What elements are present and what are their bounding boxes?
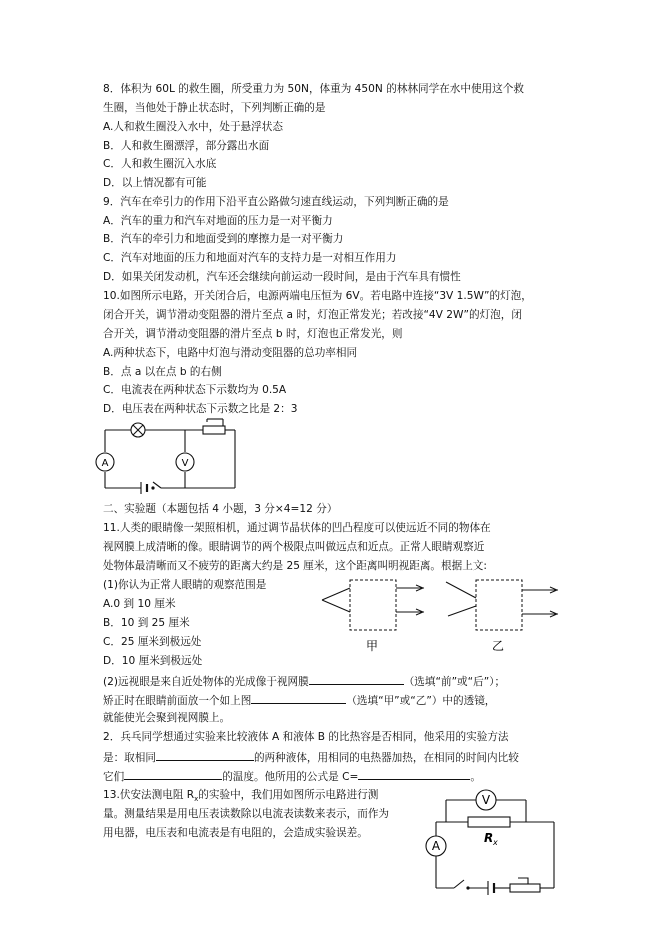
q13-line3: 用电器，电压表和电流表是有电阻的，会造成实验误差。 — [103, 827, 368, 839]
q12-blank-temperature[interactable] — [124, 768, 222, 780]
q10-option-c: C．电流表在两种状态下示数均为 0.5A — [103, 384, 287, 396]
q13-ammeter-label: A — [431, 839, 441, 853]
q8-option-d: D．以上情况都有可能 — [103, 177, 207, 189]
q11-blank-lens-choice[interactable] — [251, 692, 346, 704]
q11-para-line3: 处物体最清晰而又不疲劳的距离大约是 25 厘米，这个距离叫明视距离。根据上文: — [103, 560, 487, 572]
q11-sub2-text-d: （选填“甲”或“乙”）中的透镜， — [346, 695, 496, 707]
section2-title: 二、实验题（本题包括 4 小题，3 分×4=12 分） — [103, 503, 338, 515]
q8-stem-line1: 8．体积为 60L 的救生圈，所受重力为 50N，体重为 450N 的林林同学在水中使用这个救 — [103, 83, 524, 95]
q11-sub2-text-a: (2)远视眼是来自近处物体的光成像于视网膜 — [103, 676, 309, 688]
q10-circuit-diagram — [95, 418, 255, 496]
q12-text-d: 的温度。他所用的公式是 C= — [222, 771, 359, 783]
q9-option-a: A．汽车的重力和汽车对地面的压力是一对平衡力 — [103, 215, 333, 227]
q11-figure-label-jia: 甲 — [365, 639, 379, 653]
q11-option-b: B．10 到 25 厘米 — [103, 617, 190, 629]
q11-sub2-line1 — [103, 673, 505, 689]
q13-line2: 量。测量结果是用电压表读数除以电流表读数来表示，而作为 — [103, 808, 390, 820]
q10-ammeter-label: A — [101, 458, 109, 469]
q12-blank-formula[interactable] — [358, 768, 470, 780]
q12-line1: 2．兵乓同学想通过实验来比较液体 A 和液体 B 的比热容是否相同，他采用的实验方法 — [103, 731, 509, 743]
q9-option-b: B．汽车的牵引力和地面受到的摩擦力是一对平衡力 — [103, 233, 344, 245]
q13-resistor-label: R — [484, 831, 494, 845]
q9-option-d: D．如果关闭发动机，汽车还会继续向前运动一段时间，是由于汽车具有惯性 — [103, 271, 461, 283]
q12-line2 — [103, 749, 519, 765]
q11-sub2-text-b: （选填“前”或“后”）； — [403, 676, 506, 688]
q11-option-a: A.0 到 10 厘米 — [103, 598, 176, 610]
q12-text-c: 它们 — [103, 771, 125, 783]
q10-voltmeter-label: V — [181, 458, 189, 469]
q11-blank-front-back[interactable] — [309, 673, 404, 685]
q10-option-a: A.两种状态下，电路中灯泡与滑动变阻器的总功率相同 — [103, 347, 358, 359]
q11-lens-figures — [320, 576, 560, 656]
q11-sub2-text-c: 矫正时在眼睛前面放一个如上图 — [103, 695, 252, 707]
q11-sub2-line2 — [103, 692, 495, 708]
q13-line1 — [103, 788, 378, 806]
q9-option-c: C．汽车对地面的压力和地面对汽车的支持力是一对相互作用力 — [103, 252, 397, 264]
q10-stem-line2: 闭合开关，调节滑动变阻器的滑片至点 a 时，灯泡正常发光；若改接“4V 2W”的灯泡，闭 — [103, 309, 522, 321]
q11-sub1: (1)你认为正常人眼睛的观察范围是 — [103, 579, 267, 591]
q13-resistor-subscript: x — [493, 838, 498, 847]
q10-option-b: B．点 a 以在点 b 的右侧 — [103, 366, 222, 378]
q11-option-d: D．10 厘米到极远处 — [103, 655, 203, 667]
q13-circuit-diagram — [420, 782, 570, 898]
q13-subscript: x — [194, 795, 199, 804]
q8-option-a: A.人和救生圈没入水中，处于悬浮状态 — [103, 121, 283, 133]
q8-option-c: C．人和救生圈沉入水底 — [103, 158, 217, 170]
q11-sub2-line3: 就能使光会聚到视网膜上。 — [103, 712, 231, 724]
q11-para-line2: 视网膜上成清晰的像。眼睛调节的两个极限点叫做远点和近点。正常人眼睛观察近 — [103, 541, 485, 553]
q8-option-b: B．人和救生圈漂浮，部分露出水面 — [103, 140, 270, 152]
q10-stem-line1: 10.如图所示电路，开关闭合后，电源两端电压恒为 6V。若电路中连接“3V 1.5W”的灯泡， — [103, 290, 532, 302]
q13-text-a: 13.伏安法测电阻 R — [103, 789, 195, 801]
q13-text-b: 的实验中，我们用如图所示电路进行测 — [198, 789, 379, 801]
q13-voltmeter-label: V — [481, 793, 491, 807]
q12-text-e: 。 — [470, 771, 481, 783]
q10-option-d: D．电压表在两种状态下示数之比是 2：3 — [103, 403, 298, 415]
q9-stem: 9．汽车在牵引力的作用下沿平直公路做匀速直线运动，下列判断正确的是 — [103, 196, 449, 208]
q12-text-a: 是：取相同 — [103, 752, 156, 764]
q11-figure-label-yi: 乙 — [491, 639, 505, 653]
q11-para-line1: 11.人类的眼睛像一架照相机，通过调节晶状体的凹凸程度可以使远近不同的物体在 — [103, 522, 491, 534]
q8-stem-line2: 生圈，当他处于静止状态时，下列判断正确的是 — [103, 102, 326, 114]
q11-option-c: C．25 厘米到极远处 — [103, 636, 202, 648]
q10-stem-line3: 合开关，调节滑动变阻器的滑片至点 b 时，灯泡也正常发光，则 — [103, 328, 403, 340]
q12-text-b: 的两种液体，用相同的电热器加热，在相同的时间内比较 — [253, 752, 519, 764]
q12-blank-same-quantity[interactable] — [156, 749, 254, 761]
